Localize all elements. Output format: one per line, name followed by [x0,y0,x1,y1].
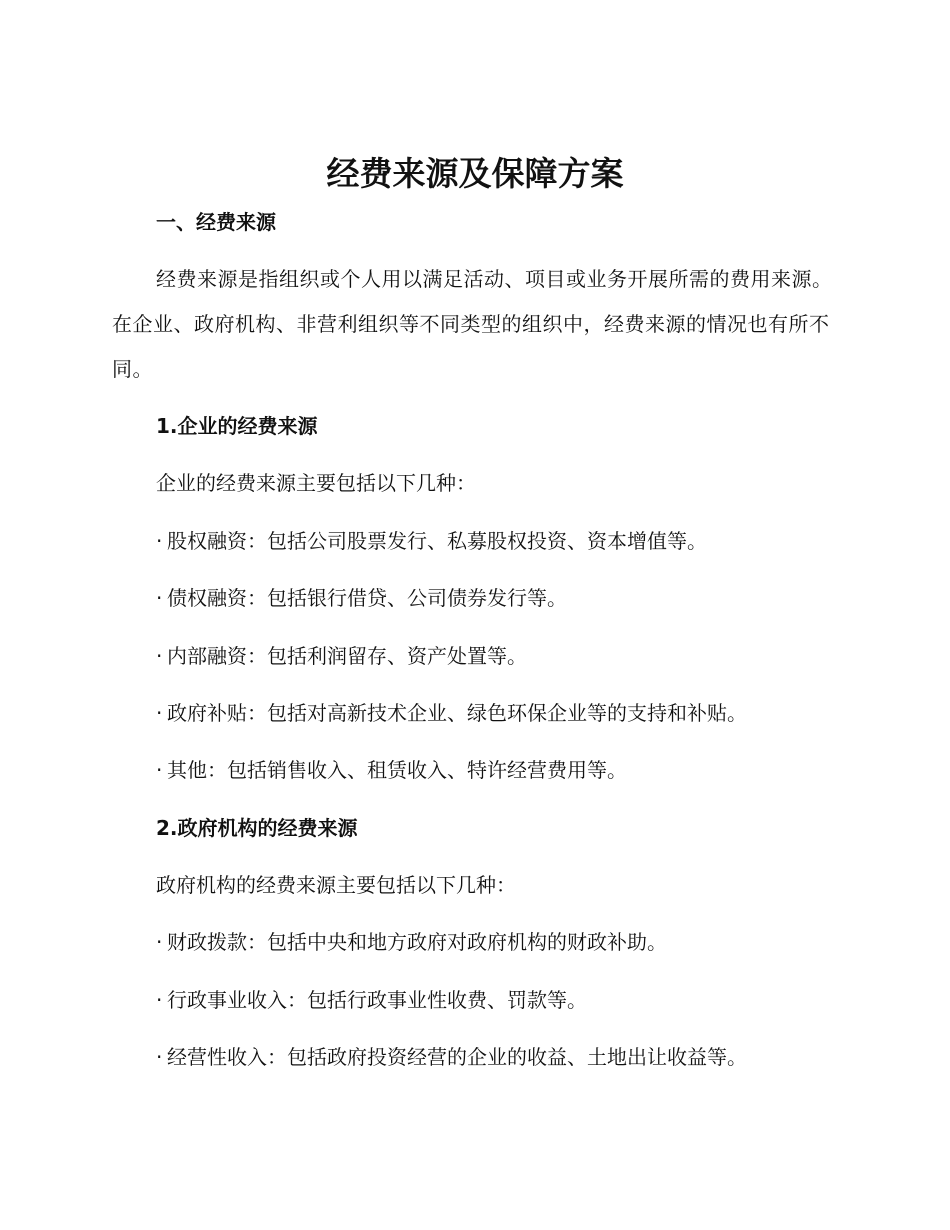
subheading-government: 2.政府机构的经费来源 [156,816,358,840]
list-item [156,698,747,728]
list-item-text: 经营性收入：包括政府投资经营的企业的收益、土地出让收益等。 [167,1045,747,1069]
list-item-text: 行政事业收入：包括行政事业性收费、罚款等。 [167,988,587,1012]
list-item-text: 其他：包括销售收入、租赁收入、特许经营费用等。 [167,758,627,782]
list-item-text: 股权融资：包括公司股票发行、私募股权投资、资本增值等。 [167,529,707,553]
section-heading-funding-sources: 一、经费来源 [156,210,276,234]
document-title: 经费来源及保障方案 [326,154,624,193]
bullet-icon: · [156,1045,163,1069]
list-item-text: 政府补贴：包括对高新技术企业、绿色环保企业等的支持和补贴。 [167,701,747,725]
bullet-icon: · [156,988,163,1012]
list-item [156,583,567,613]
bullet-icon: · [156,758,163,782]
list-item-text: 财政拨款：包括中央和地方政府对政府机构的财政补助。 [167,930,667,954]
enterprise-lead-text: 企业的经费来源主要包括以下几种： [156,471,476,495]
list-item [156,985,587,1015]
list-item-text: 债权融资：包括银行借贷、公司债券发行等。 [167,586,567,610]
bullet-icon: · [156,644,163,668]
list-item [156,1042,747,1072]
list-item [156,755,627,785]
list-item-text: 内部融资：包括利润留存、资产处置等。 [167,644,527,668]
intro-paragraph: 经费来源是指组织或个人用以满足活动、项目或业务开展所需的费用来源。在企业、政府机构、非营利组织等不同类型的组织中，经费来源的情况也有所不同。 [112,267,833,381]
bullet-icon: · [156,586,163,610]
list-item [156,526,707,556]
government-lead-text: 政府机构的经费来源主要包括以下几种： [156,873,516,897]
bullet-icon: · [156,701,163,725]
bullet-icon: · [156,529,163,553]
list-item [156,641,527,671]
bullet-icon: · [156,930,163,954]
list-item [156,927,667,957]
subheading-enterprise: 1.企业的经费来源 [156,414,318,438]
